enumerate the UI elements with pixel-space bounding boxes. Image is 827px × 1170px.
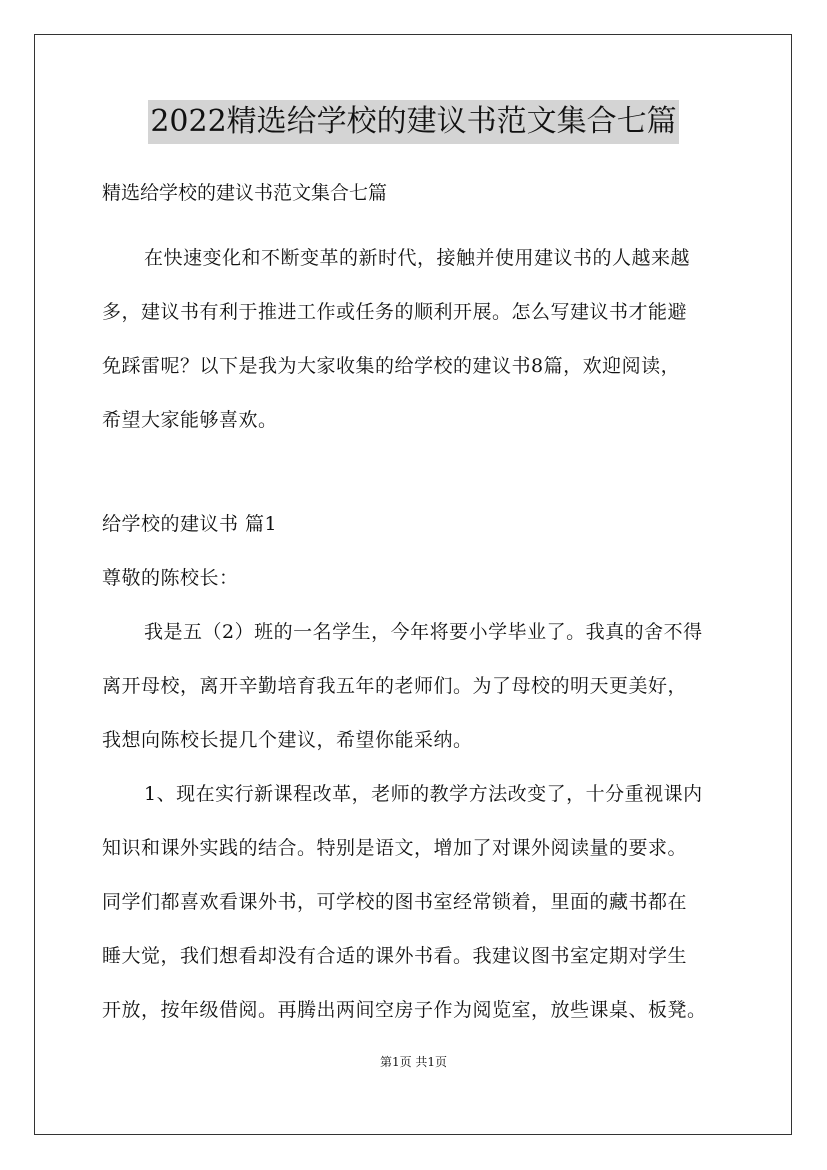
section-heading: 给学校的建议书 篇1 <box>102 513 278 535</box>
salutation: 尊敬的陈校长： <box>102 567 239 589</box>
intro-paragraph <box>102 231 734 447</box>
paragraph-line: 开放，按年级借阅。再腾出两间空房子作为阅览室，放些课桌、板凳。 <box>102 999 707 1021</box>
paragraph-line: 1、现在实行新课程改革，老师的教学方法改变了，十分重视课内 <box>144 783 703 805</box>
paragraph-line: 我想向陈校长提几个建议，希望你能采纳。 <box>102 729 473 751</box>
document-body <box>102 177 734 1037</box>
intro-line: 免踩雷呢？以下是我为大家收集的给学校的建议书8篇，欢迎阅读， <box>102 355 681 377</box>
page-number: 第1页 共1页 <box>379 1055 448 1069</box>
page-footer <box>0 1053 827 1070</box>
paragraph-line: 睡大觉，我们想看却没有合适的课外书看。我建议图书室定期对学生 <box>102 945 688 967</box>
intro-line: 多，建议书有利于推进工作或任务的顺利开展。怎么写建议书才能避 <box>102 301 688 323</box>
paragraph-line: 知识和课外实践的结合。特别是语文，增加了对课外阅读量的要求。 <box>102 837 688 859</box>
document-title: 2022精选给学校的建议书范文集合七篇 <box>148 100 678 144</box>
body-paragraph-1 <box>102 605 734 767</box>
intro-line: 希望大家能够喜欢。 <box>102 409 278 431</box>
body-paragraph-2 <box>102 767 734 1037</box>
title-container <box>0 100 827 144</box>
intro-line: 在快速变化和不断变革的新时代，接触并使用建议书的人越来越 <box>144 247 691 269</box>
paragraph-line: 同学们都喜欢看课外书，可学校的图书室经常锁着，里面的藏书都在 <box>102 891 688 913</box>
paragraph-line: 离开母校，离开辛勤培育我五年的老师们。为了母校的明天更美好， <box>102 675 688 697</box>
document-subtitle: 精选给学校的建议书范文集合七篇 <box>102 182 388 204</box>
spacer <box>102 447 734 497</box>
paragraph-line: 我是五（2）班的一名学生，今年将要小学毕业了。我真的舍不得 <box>144 621 703 643</box>
spacer <box>102 209 734 231</box>
